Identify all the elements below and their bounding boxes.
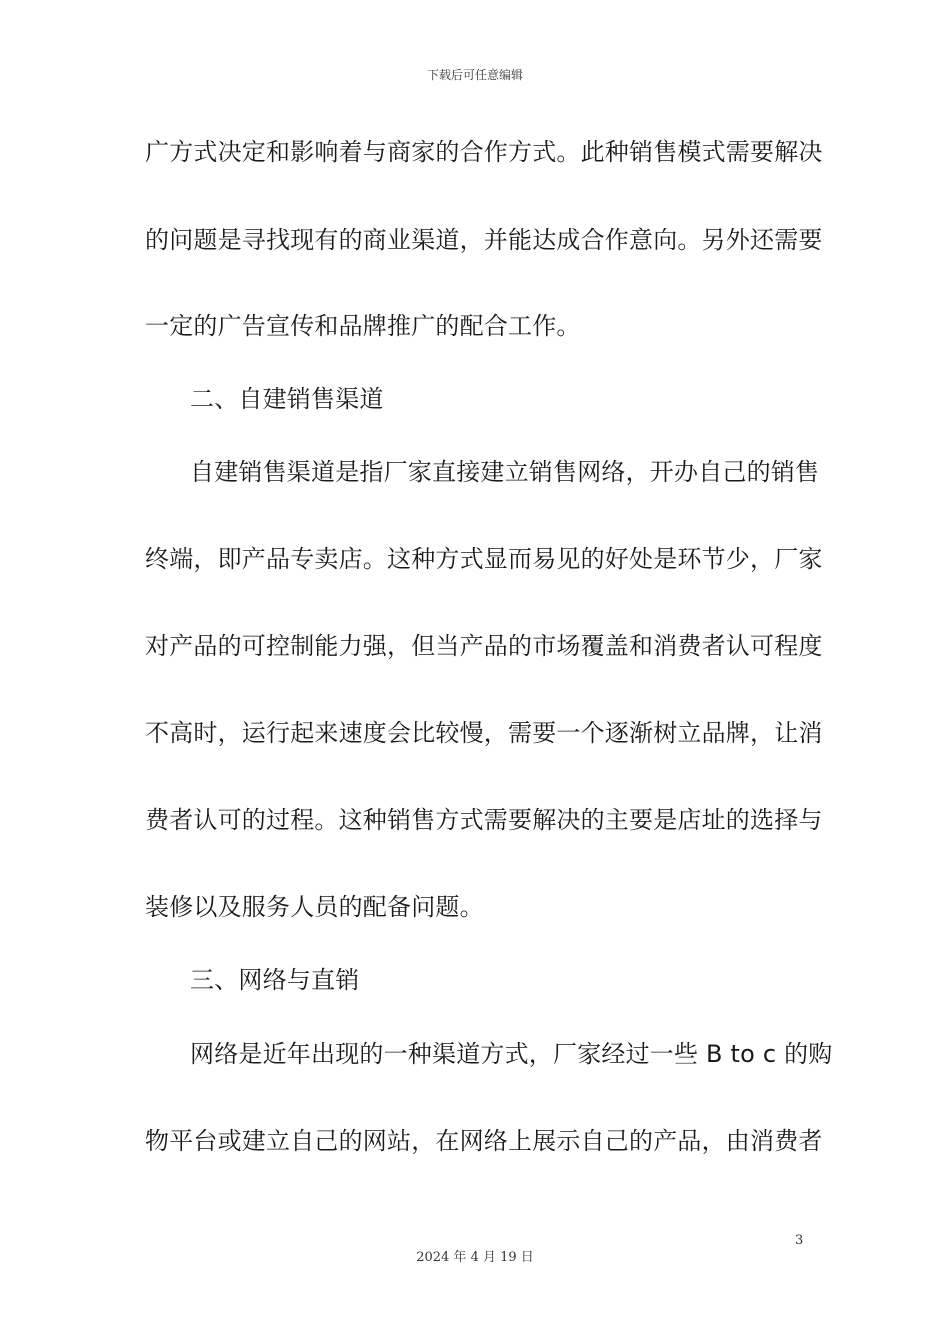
paragraph-line: 自建销售渠道是指厂家直接建立销售网络，开办自己的销售 bbox=[190, 458, 820, 486]
paragraph-line: 费者认可的过程。这种销售方式需要解决的主要是店址的选择与 bbox=[145, 806, 823, 834]
page-header: 下载后可任意编辑 bbox=[426, 68, 523, 82]
paragraph-line: 不高时，运行起来速度会比较慢，需要一个逐渐树立品牌，让消 bbox=[145, 719, 823, 747]
paragraph-line: 物平台或建立自己的网站，在网络上展示自己的产品，由消费者 bbox=[145, 1127, 823, 1155]
paragraph-line: 对产品的可控制能力强，但当产品的市场覆盖和消费者认可程度 bbox=[145, 632, 823, 660]
paragraph-line: 的问题是寻找现有的商业渠道，并能达成合作意向。另外还需要 bbox=[145, 226, 823, 254]
paragraph-line: 网络是近年出现的一种渠道方式，厂家经过一些 B to c 的购 bbox=[190, 1040, 833, 1068]
section-heading: 三、网络与直销 bbox=[190, 966, 360, 994]
page-number: 3 bbox=[795, 1233, 804, 1248]
section-heading: 二、自建销售渠道 bbox=[190, 385, 384, 413]
paragraph-line: 终端，即产品专卖店。这种方式显而易见的好处是环节少，厂家 bbox=[145, 545, 823, 573]
paragraph-line: 一定的广告宣传和品牌推广的配合工作。 bbox=[145, 312, 581, 340]
paragraph-line: 广方式决定和影响着与商家的合作方式。此种销售模式需要解决 bbox=[145, 138, 823, 166]
footer-date: 2024 年 4 月 19 日 bbox=[416, 1250, 534, 1265]
paragraph-line: 装修以及服务人员的配备问题。 bbox=[145, 893, 484, 921]
